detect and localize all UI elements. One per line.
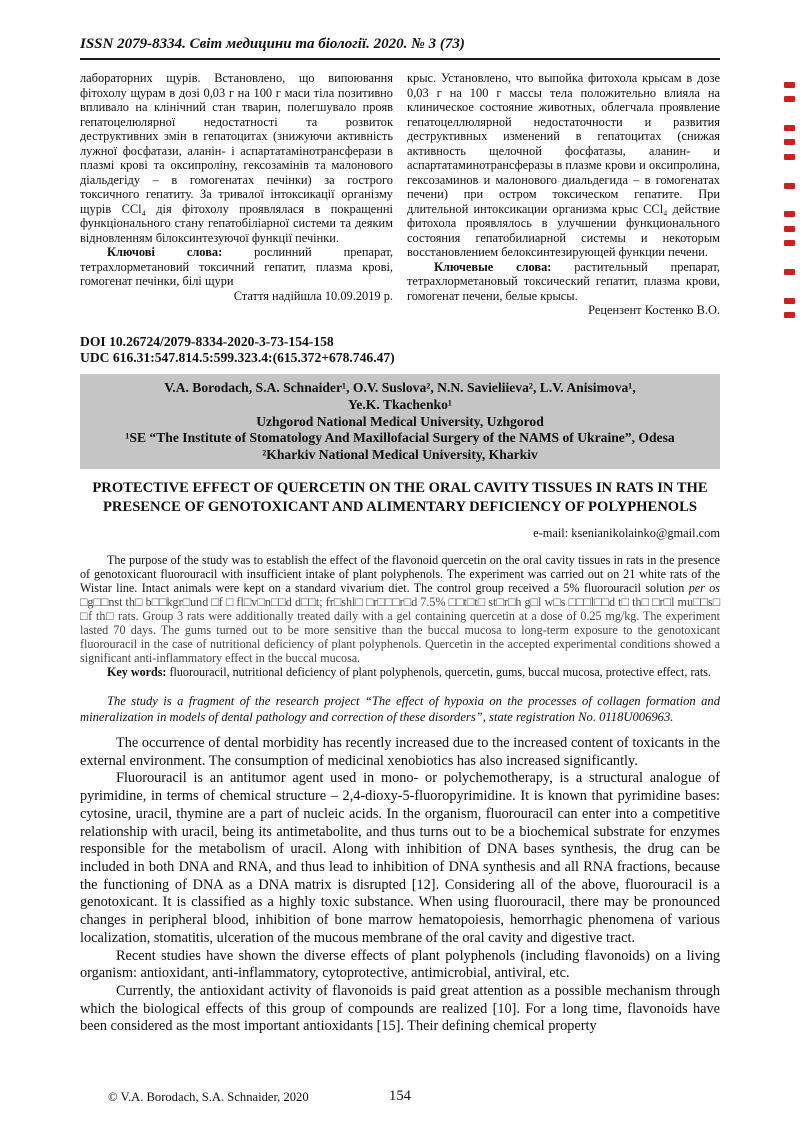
red-margin-mark [784,226,795,232]
udc-line: UDC 616.31:547.814.5:599.323.4:(615.372+678.746.47) [80,350,395,366]
journal-header: ISSN 2079-8334. Світ медицини та біології. 2020. № 3 (73) [80,36,720,60]
affiliation-line: ¹SE “The Institute of Stomatology And Maxillofacial Surgery of the NAMS of Ukraine”, Odesa [125,430,675,446]
english-abstract-text [80,554,720,665]
abstract-part1: The purpose of the study was to establish the effect of the flavonoid quercetin on the oral cavity tissues in rats in the presence of genotoxicant fluorouracil with insufficient intake of plant polyphenols. The experiment was carried out on 21 white rats of the Wistar line. Intact animals were kept on a standard vivarium diet. The control group received a 5% fluorouracil solution [80,553,720,596]
english-keywords-label: Key words: [107,664,167,679]
page-content [80,36,720,1036]
ukrainian-keywords [80,245,393,289]
red-margin-mark [784,139,795,145]
russian-keywords-label: Ключевые слова: [434,259,552,274]
red-margin-mark [784,312,795,318]
copyright-line: © V.A. Borodach, S.A. Schnaider, 2020 [108,1090,309,1104]
abstract-columns [80,71,720,318]
reviewer-line: Рецензент Костенко В.О. [588,303,720,317]
ukrainian-keywords-text: рослинний препарат, тетрахлорметановий токсичний гепатит, плазма крові, гомогенат печінки, білі щури [80,245,393,288]
red-margin-mark [784,183,795,189]
research-project-text: The study is a fragment of the research project “The effect of hypoxia on the processes of collagen formation and mineralization in models of dental pathology and correction of these disorders”, state registration No. 0118U006963. [80,694,720,725]
red-margin-mark [784,240,795,246]
body-paragraph: Currently, the antioxidant activity of flavonoids is paid great attention as a possible mechanism through which the biological effects of this group of compounds are realized [10]. For a long time, flavonoids have been considered as the most important antioxidants [15]. Their defining chemical property [80,982,720,1035]
red-margin-mark [784,82,795,88]
per-os-italic: per os [688,581,720,596]
red-margin-mark [784,211,795,217]
authors-line: Ye.K. Tkachenko¹ [348,397,452,413]
authors-line: V.A. Borodach, S.A. Schnaider¹, O.V. Suslova², N.N. Savieliieva², L.V. Anisimova¹, [164,380,636,396]
english-keywords [80,666,720,680]
doi-line: DOI 10.26724/2079-8334-2020-3-73-154-158 [80,333,334,349]
article-title: PROTECTIVE EFFECT OF QUERCETIN ON THE ORAL CAVITY TISSUES IN RATS IN THE PRESENCE OF GENOTOXICANT AND ALIMENTARY DEFICIENCY OF POLYPHENOLS [92,480,708,516]
body-paragraph: The occurrence of dental morbidity has recently increased due to the increased content of toxicants in the external environment. The consumption of medicinal xenobiotics has also increased significantly. [80,734,720,769]
red-margin-mark [784,298,795,304]
article-received-date: Стаття надійшла 10.09.2019 р. [233,288,393,303]
body-paragraph: Recent studies have shown the diverse effects of plant polyphenols (including flavonoids) on a living organism: antioxidant, anti-inflammatory, cytoprotective, antimicrobial, antiviral, etc. [80,947,720,982]
english-keywords-text: fluorouracil, nutritional deficiency of plant polyphenols, quercetin, gums, buccal mucosa, protective effect, rats. [166,664,711,679]
page-number: 154 [389,1088,411,1104]
abstract-corrupted-glyphs: □g□□nst th□ b□□kgr□und □f □ fl□v□n□□d d□□t; fr□shl□ □r□□□r□d 7.5% □□t□t□ st□r□h g□l w□s □□□l□□d t□ th□ □r□l mu□□s□ □f th□ rats. Group 3 rats were additionally treated daily with a gel containing quercetin at a dose of 0.25 mg/kg. The experiment lasted 70 days. The gums turned out to be more sensitive than the buccal mucosa to long-term exposure to the genotoxicant fluorouracil in the case of nutritional deficiency of plant polyphenols. Quercetin in the accepted experimental conditions showed a significant anti-inflammatory effect in the buccal mucosa. [80,595,720,665]
affiliation-line: Uzhgorod National Medical University, Uzhgorod [256,413,544,429]
article-body [80,735,720,1036]
russian-keywords-text: растительный препарат, тетрахлорметановый токсический гепатит, плазма крови, гомогенат печени, белые крысы. [407,259,721,303]
ukrainian-keywords-label: Ключові слова: [107,245,223,259]
russian-abstract-column [407,71,720,318]
email-line: e-mail: ksenianikolainko@gmail.com [533,526,720,541]
red-margin-mark [784,154,795,160]
russian-abstract-text: крыс. Установлено, что выпойка фитохола крысам в дозе 0,03 г на 100 г массы тела положительно влияла на клиническое состояние животных, облегчала проявление гепатоцеллюлярной недостаточности и развития деструктивных изменений в гепатоцитах (снижая активность щелочной фосфатазы, аланин- и аспартатаминотрансферазы в плазме крови и оксипролина, гексозаминов и малонового диальдегида – в гомогенатах печени) при остром токсическом гепатите. При длительной интоксикации организма крыс CCl₄ действие фитохола проявлялось в улучшении функционального состояния гепатобилиарной системы и некоторым восстановлением белоксинтезирующей функции печени. [407,71,720,259]
ukrainian-abstract-text: лабораторних щурів. Встановлено, що випоювання фітохолу щурам в дозі 0,03 г на 100 г маси тіла позитивно впливало на клінічний стан тварин, полегшувало прояв гепатоцелюлярної недостатності та розвиток деструктивних змін в гепатоцитах (знижуючи активність лужної фосфатази, аланін- і аспартатамінотрансферази в плазмі крові та оксипроліну, гексозамінів та малонового діальдегіду – в гомогенатах печінки) за гострого токсичного гепатиту. За тривалої інтоксикації організму щурів CCl₄ дія фітохолу проявлялася в покращенні функціонального стану гепатобіліарної системи та деяким відновленням білоксинтезуючої функції печінки. [80,71,393,245]
affiliation-line: ²Kharkiv National Medical University, Kharkiv [262,446,538,462]
body-paragraph: Fluorouracil is an antitumor agent used in mono- or polychemotherapy, is a structural analogue of pyrimidine, in terms of chemical structure – 2,4-dioxy-5-fluoropyrimidine. It is known that pyrimidine bases: cytosine, uracil, thymine are a part of nucleic acids. In the organism, fluorouracil can enter into a competitive relationship with uracil, being its antimetabolite, and thus turns out to be a biochemical substrate for enzymes responsible for the metabolism of uracil. Along with inhibition of DNA bases synthesis, the drug can be included in both DNA and RNA, and thus lead to inhibition of DNA synthesis and all RNA fractions, because the functioning of DNA as a DNA matrix is disrupted [12]. Considering all of the above, fluorouracil is a genotoxicant. It is classified as a highly toxic substance. When using fluorouracil, there may be pronounced changes in peripheral blood, inhibition of bone marrow hematopoiesis, hemorrhagic phenomena of various localization, stomatitis, ulceration of the mucous membrane of the oral cavity and digestive tract. [80,770,720,946]
english-abstract [80,554,720,679]
ukrainian-abstract-column [80,71,393,318]
red-margin-mark [784,96,795,102]
red-margin-mark [784,125,795,131]
red-margin-mark [784,269,795,275]
russian-keywords [407,260,720,304]
research-project-note [80,694,720,725]
authors-block [80,374,720,469]
doi-udc-block [80,334,720,368]
